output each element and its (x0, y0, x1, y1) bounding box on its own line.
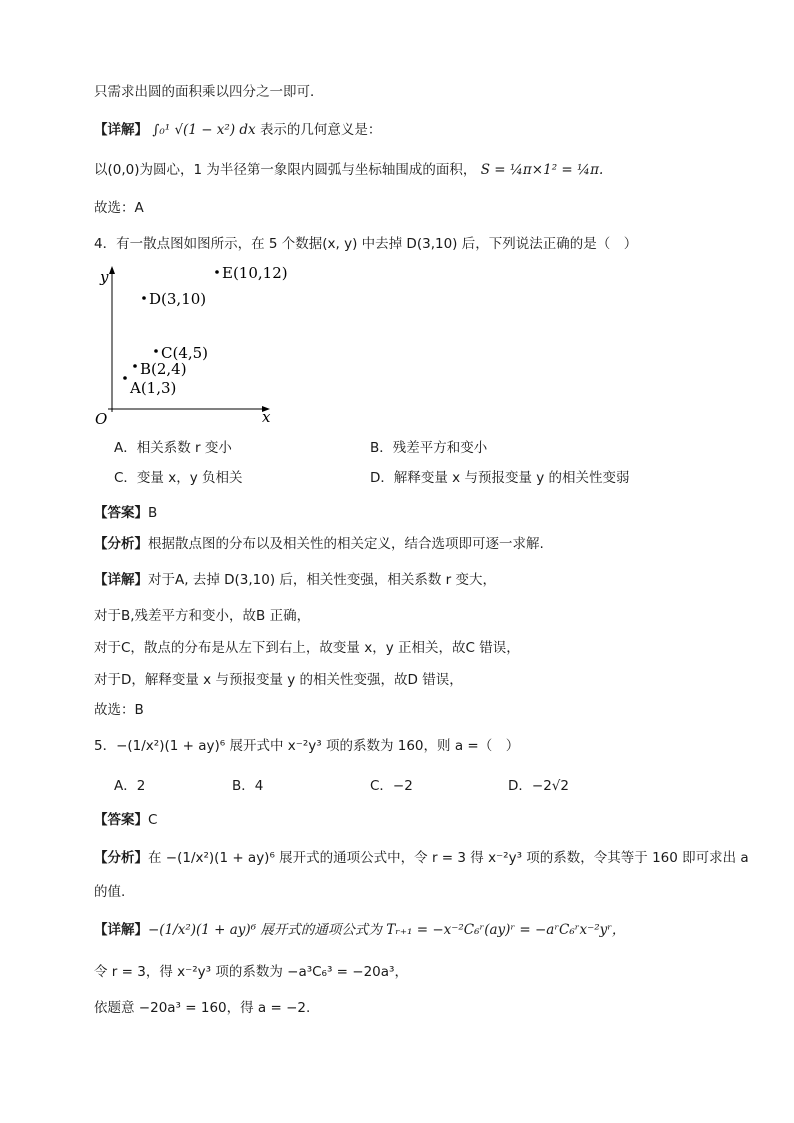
text-line (94, 160, 603, 180)
q4-answer (94, 503, 157, 523)
detail-text: −(1/x²)(1 + ay)⁶ 展开式的通项公式为 Tᵣ₊₁ = −x⁻²C₆ʳ(ay)ʳ = −aʳC₆ʳx⁻²yʳ， (148, 922, 626, 938)
q4-final: 故选：B (94, 702, 144, 718)
area-formula: S = ¼π×1² = ¼π. (480, 162, 604, 178)
text-line: 只需求出圆的面积乘以四分之一即可． (94, 84, 324, 100)
analysis-text: 在 −(1/x²)(1 + ay)⁶ 展开式的通项公式中，令 r = 3 得 x⁻²y³ 项的系数，令其等于 160 即可求出 a (148, 850, 749, 866)
analysis-text: 根据散点图的分布以及相关性的相关定义，结合选项即可逐一求解. (148, 536, 544, 552)
point-b-dot (133, 364, 137, 368)
question-5-stem: 5．−(1/x²)(1 + ay)⁶ 展开式中 x⁻²y³ 项的系数为 160，则 a =（ ） (94, 738, 520, 754)
q5-analysis (94, 848, 749, 868)
q4-detail-d: 对于D，解释变量 x 与预报变量 y 的相关性变强，故D 错误， (94, 672, 463, 688)
q5-detail-b: 令 r = 3，得 x⁻²y³ 项的系数为 −a³C₆³ = −20a³， (94, 964, 408, 980)
detail-text: 对于A, 去掉 D(3,10) 后，相关性变强，相关系数 r 变大， (148, 572, 497, 588)
q5-detail-c: 依题意 −20a³ = 160，得 a = −2. (94, 1000, 311, 1016)
integral-expression: ∫₀¹ √(1 − x²) dx (152, 122, 256, 138)
q4-option-b: B．残差平方和变小 (370, 440, 488, 456)
point-d-dot (142, 296, 146, 300)
q4-detail (94, 570, 496, 590)
answer-value: C (148, 812, 158, 828)
q4-analysis (94, 534, 544, 554)
q5-option-b: B．4 (232, 778, 264, 794)
q4-option-a: A．相关系数 r 变小 (114, 440, 232, 456)
q5-analysis-cont: 的值. (94, 884, 126, 900)
detail-text: 表示的几何意义是： (259, 122, 382, 138)
q4-option-c: C．变量 x，y 负相关 (114, 470, 243, 486)
detail-line (94, 120, 381, 140)
area-description: 以(0,0)为圆心，1 为半径第一象限内圆弧与坐标轴围成的面积， (94, 162, 477, 178)
scatter-plot (90, 262, 290, 432)
answer-value: B (148, 505, 158, 521)
analysis-tag: 【分析】 (94, 850, 148, 866)
point-c-label: C(4,5) (161, 344, 209, 362)
x-axis-label: x (262, 408, 271, 426)
answer-tag: 【答案】 (94, 812, 148, 828)
detail-tag: 【详解】 (94, 572, 148, 588)
detail-tag: 【详解】 (94, 122, 148, 138)
answer-tag: 【答案】 (94, 505, 148, 521)
point-a-dot (123, 376, 127, 380)
point-d-label: D(3,10) (149, 290, 207, 308)
q5-option-c: C．−2 (370, 778, 413, 794)
answer-line: 故选：A (94, 200, 144, 216)
q5-option-d: D．−2√2 (508, 778, 569, 794)
point-a-label: A(1,3) (130, 379, 177, 397)
q4-option-d: D．解释变量 x 与预报变量 y 的相关性变弱 (370, 470, 630, 486)
q5-detail (94, 920, 625, 940)
origin-label: O (95, 410, 108, 428)
analysis-tag: 【分析】 (94, 536, 148, 552)
question-4-stem: 4．有一散点图如图所示，在 5 个数据(x, y) 中去掉 D(3,10) 后，下列说法正确的是（ ） (94, 236, 638, 252)
point-e-dot (215, 270, 219, 274)
point-b-label: B(2,4) (140, 360, 187, 378)
q4-detail-b: 对于B,残差平方和变小，故B 正确， (94, 608, 311, 624)
y-axis-label: y (100, 268, 109, 286)
q5-answer (94, 810, 157, 830)
q4-detail-c: 对于C，散点的分布是从左下到右上，故变量 x，y 正相关，故C 错误， (94, 640, 520, 656)
q5-option-a: A．2 (114, 778, 146, 794)
point-e-label: E(10,12) (222, 264, 288, 282)
y-axis-arrow (109, 266, 115, 274)
point-c-dot (154, 349, 158, 353)
detail-tag: 【详解】 (94, 922, 148, 938)
